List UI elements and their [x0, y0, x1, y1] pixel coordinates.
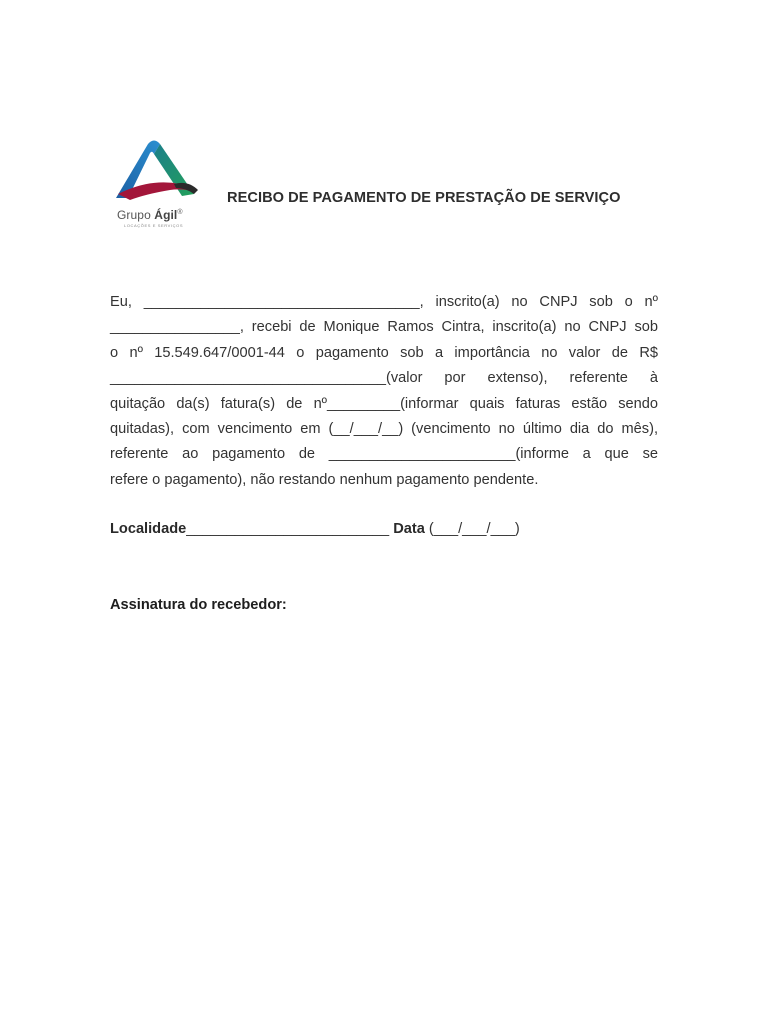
body-line: __________________________________(valor por extenso), referente à	[110, 370, 658, 387]
logo-a-mark-icon	[110, 138, 204, 210]
location-label: Localidade	[110, 521, 187, 537]
receipt-body	[110, 290, 658, 493]
location-blank: _________________________	[186, 521, 394, 537]
body-line: refere o pagamento), não restando nenhum pagamento pendente.	[110, 471, 539, 488]
date-label: Data	[393, 521, 425, 537]
body-line: Eu, __________________________________, inscrito(a) no CNPJ sob o nº	[110, 294, 658, 310]
body-line: ________________, recebi de Monique Ramos Cintra, inscrito(a) no CNPJ sob	[110, 319, 658, 336]
body-line: referente ao pagamento de _______________________(informe a que se	[110, 446, 658, 463]
company-logo	[110, 138, 204, 232]
date-blank: (___/___/___)	[424, 521, 520, 537]
logo-brand-name: Ágil	[154, 208, 178, 222]
body-line: quitadas), com vencimento em (__/___/__) (vencimento no último dia do mês),	[110, 421, 658, 438]
logo-tagline: LOCAÇÕES E SERVIÇOS	[124, 223, 184, 228]
logo-brand-text	[117, 208, 183, 222]
location-date-line	[110, 521, 520, 537]
body-line: o nº 15.549.647/0001-44 o pagamento sob a importância no valor de R$	[110, 344, 658, 361]
logo-brand-prefix: Grupo	[117, 208, 155, 222]
logo-registered-mark: ®	[177, 209, 183, 216]
signature-label: Assinatura do recebedor:	[110, 597, 287, 613]
document-title: RECIBO DE PAGAMENTO DE PRESTAÇÃO DE SERVIÇO	[227, 190, 621, 206]
body-line: quitação da(s) fatura(s) de nº_________(informar quais faturas estão sendo	[110, 395, 658, 412]
